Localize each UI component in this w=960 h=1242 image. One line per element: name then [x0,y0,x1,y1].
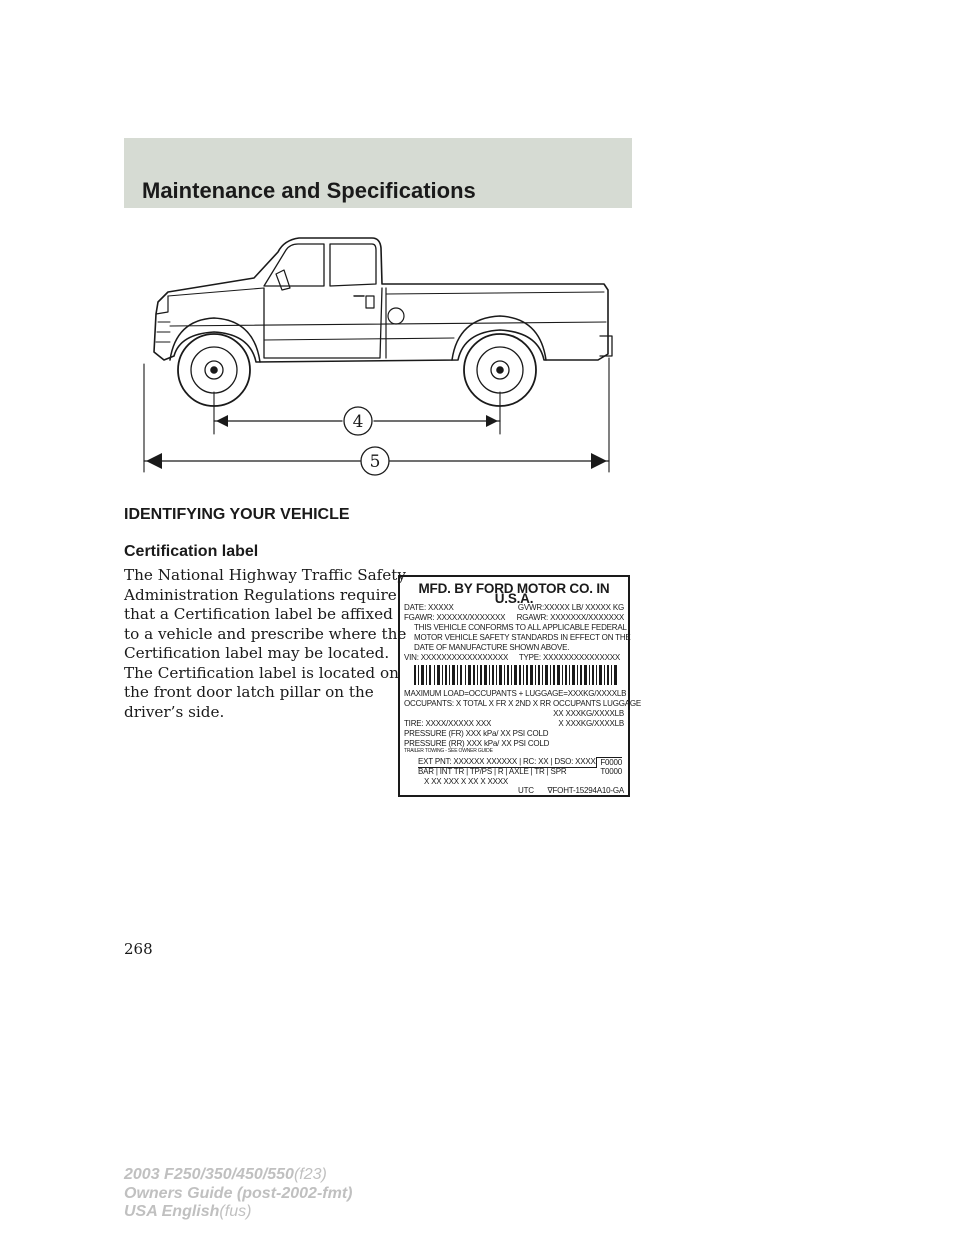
footer [124,1166,352,1222]
footer-model: 2003 F250/350/450/550 [124,1166,294,1183]
label-tire: TIRE: XXXX/XXXXX XXX [404,719,492,728]
paragraph-line: The Certification label is located on [124,663,399,682]
certification-label [398,575,642,797]
label-type: TYPE: XXXXXXXXXXXXXXX [518,653,620,662]
paragraph-line: the front door latch pillar on the [124,683,374,701]
label-codes-row-2: BAR | INT TR | TP/PS | R | AXLE | TR | SPR [418,767,567,776]
label-rgawr: RGAWR: XXXXXXX/XXXXXXX [516,613,624,622]
label-fgawr: FGAWR: XXXXXX/XXXXXXX [404,613,506,622]
paragraph-line: that a Certification label be affixed [124,605,393,623]
label-max-load: MAXIMUM LOAD=OCCUPANTS + LUGGAGE=XXXKG/XXXXLB [404,689,627,698]
label-vin: VIN: XXXXXXXXXXXXXXXXX [404,653,509,662]
paragraph-line: to a vehicle and prescribe where the [124,624,407,643]
label-conform-2: MOTOR VEHICLE SAFETY STANDARDS IN EFFECT ON THE [414,633,631,642]
footer-language: USA English [124,1203,220,1220]
label-occupants: OCCUPANTS: X TOTAL X FR X 2ND X RR OCCUPANTS LUGGAGE [404,699,642,708]
label-figure-id: ∇FOHT-15294A10-GA [547,786,624,795]
paragraph-line: Administration Regulations require [124,585,397,604]
label-conform-1: THIS VEHICLE CONFORMS TO ALL APPLICABLE FEDERAL [414,623,627,632]
footer-model-code: (f23) [293,1166,327,1183]
page-title: Maintenance and Specifications [142,178,476,203]
body-paragraph [124,566,407,722]
label-date: DATE: XXXXX [404,603,454,612]
paragraph-line: Certification label may be located. [124,644,390,662]
sub-heading: Certification label [124,543,259,560]
vin-barcode [414,665,618,685]
label-pressure-front: PRESSURE (FR) XXX kPa/ XX PSI COLD [404,729,549,738]
page-number: 268 [124,940,153,958]
label-code-box-2: T0000 [600,767,622,776]
callout-5: 5 [369,452,381,472]
label-pressure-rear: PRESSURE (RR) XXX kPa/ XX PSI COLD [404,739,550,748]
label-occupant-values: XX XXXKG/XXXXLB [553,709,624,718]
label-code-box-1: F0000 [596,757,622,768]
paragraph-line: The National Highway Traffic Safety [124,566,406,584]
header-band [124,138,632,208]
section-heading: IDENTIFYING YOUR VEHICLE [124,506,350,523]
label-trailer-note: TRAILER TOWING - SEE OWNER GUIDE [404,748,493,754]
label-gvwr: GVWR:XXXXX LB/ XXXXX KG [517,603,624,612]
label-tire-values: X XXXKG/XXXXLB [558,719,624,728]
label-codes-row-1: EXT PNT: XXXXXX XXXXXX | RC: XX | DSO: XXXX [418,757,596,766]
paragraph-line: driver’s side. [124,702,225,721]
truck-diagram [124,222,624,484]
callout-4: 4 [352,412,364,432]
label-codes-row-3: X XX XXX X XX X XXXX [424,777,509,786]
footer-language-code: (fus) [219,1203,252,1220]
label-utc: UTC [518,786,534,795]
label-title: MFD. BY FORD MOTOR CO. IN U.S.A. [418,581,610,606]
label-conform-3: DATE OF MANUFACTURE SHOWN ABOVE. [414,643,570,652]
footer-guide: Owners Guide (post-2002-fmt) [124,1184,353,1202]
